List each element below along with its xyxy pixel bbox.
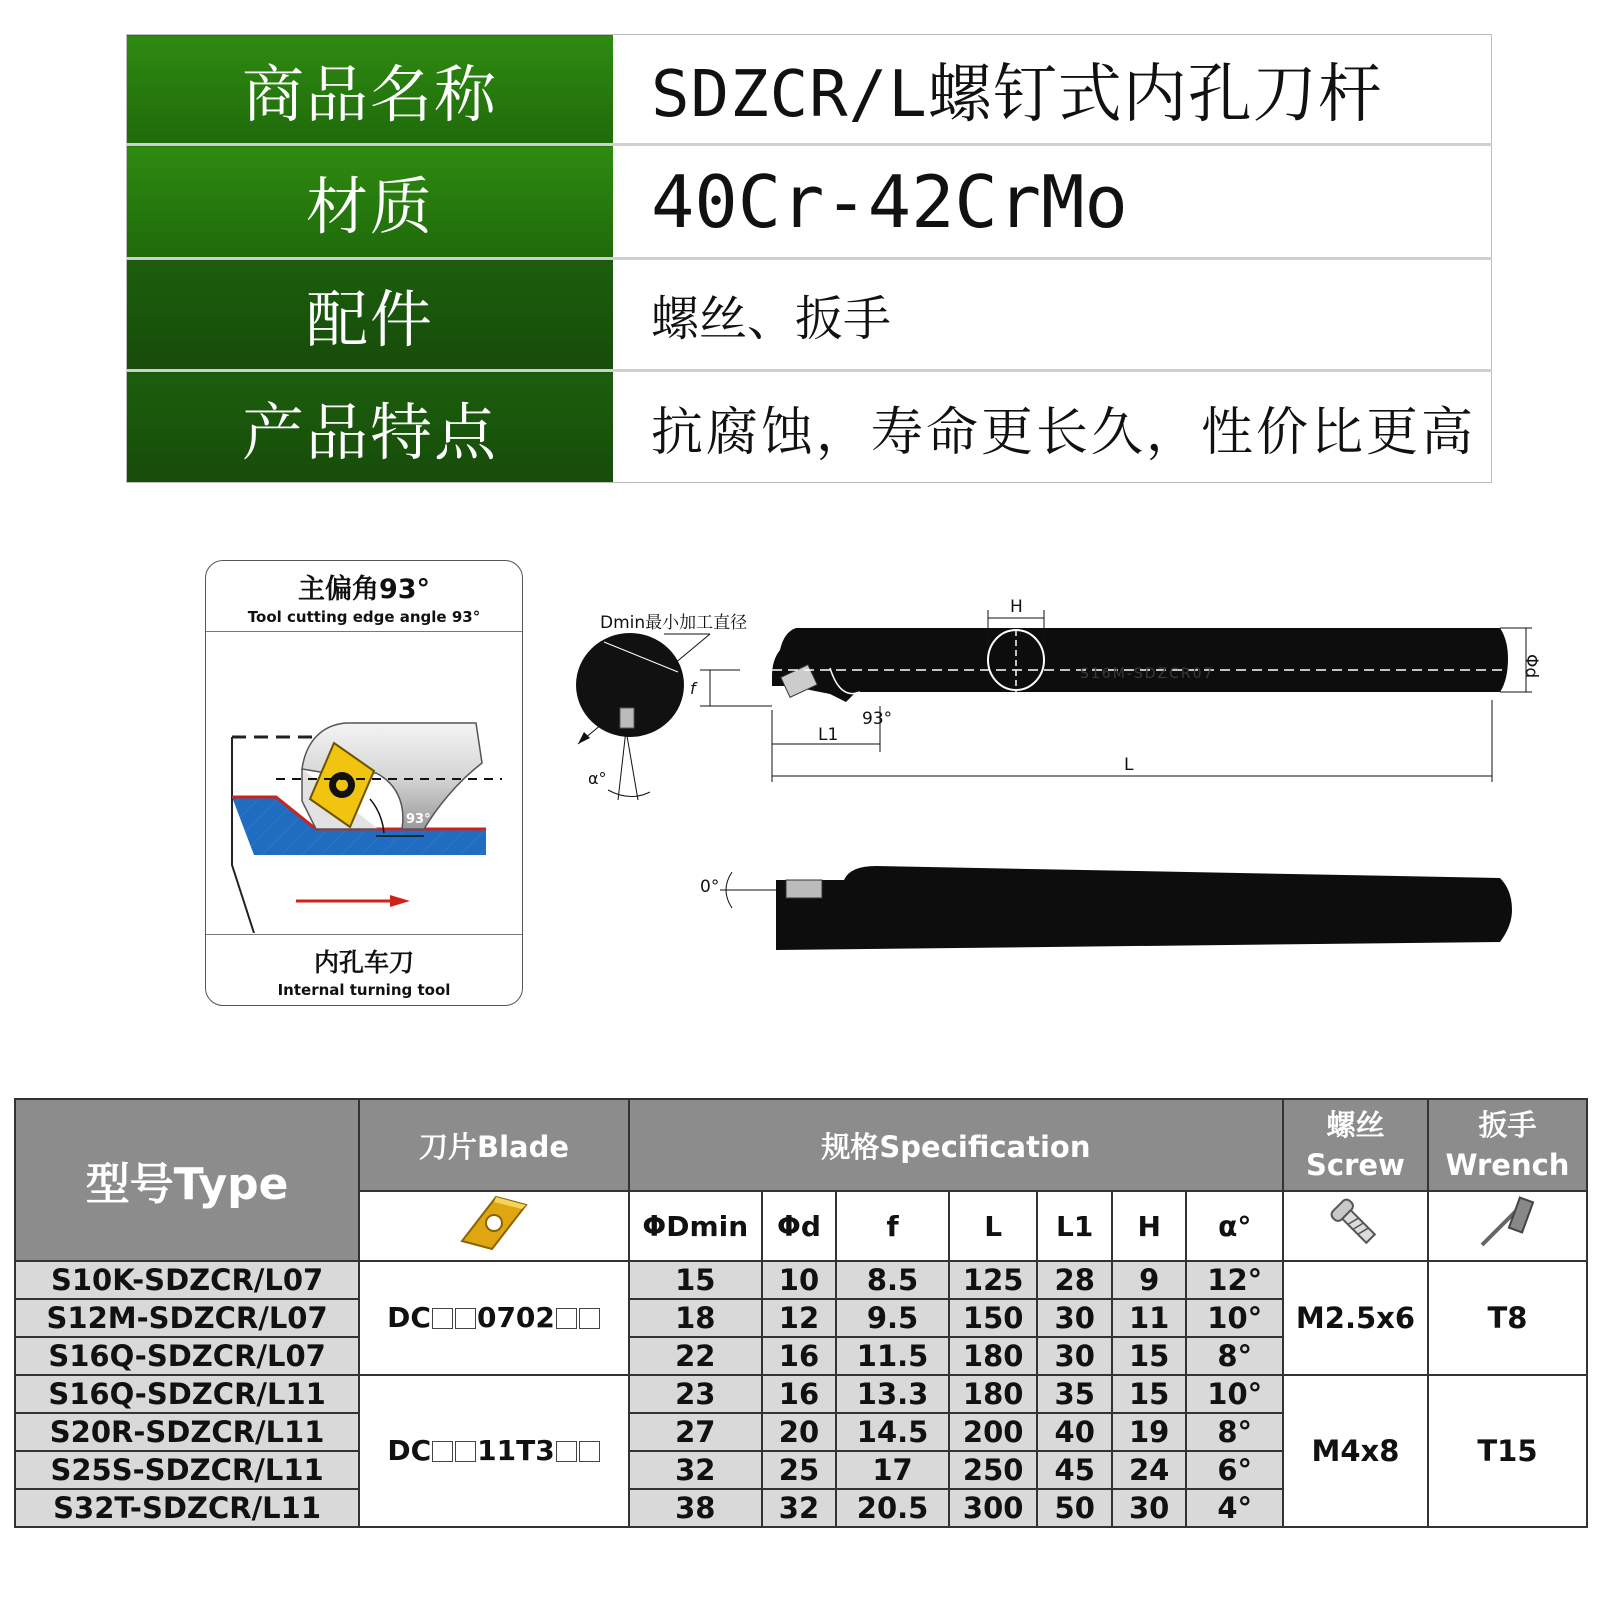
wrench-header-en: Wrench [1445,1148,1570,1182]
dmin-cell: 38 [629,1489,762,1527]
h-cell: 9 [1112,1261,1186,1299]
wrench-cell: T8 [1428,1261,1587,1375]
d-cell: 10 [762,1261,836,1299]
angle-card-footer [206,934,522,1005]
angle-card-footer-title: 内孔车刀 [313,948,414,977]
blade-cell [359,1375,629,1527]
dmin-cell: 18 [629,1299,762,1337]
info-row-material [127,145,1492,259]
h-cell: 19 [1112,1413,1186,1451]
d-cell: 16 [762,1375,836,1413]
phi-d-label: Φd [1521,654,1541,679]
l1-cell: 28 [1037,1261,1111,1299]
l-cell: 125 [949,1261,1038,1299]
l1-cell: 50 [1037,1489,1111,1527]
screw-cell: M4x8 [1283,1375,1428,1527]
spec-header-row [15,1099,1587,1191]
info-row-accessories [127,259,1492,371]
alpha-cell: 8° [1186,1413,1283,1451]
d-cell: 25 [762,1451,836,1489]
dmin-cell: 27 [629,1413,762,1451]
screw-header [1283,1099,1428,1191]
f-cell: 20.5 [836,1489,949,1527]
type-cell: S16Q-SDZCR/L11 [15,1375,359,1413]
wrench-header-cn: 扳手 [1478,1108,1537,1142]
l1-cell: 30 [1037,1299,1111,1337]
info-value-features: 抗腐蚀，寿命更长久，性价比更高 [651,402,1477,463]
col-h: H [1112,1191,1186,1261]
d-cell: 12 [762,1299,836,1337]
product-info-table [126,34,1492,483]
info-label-material: 材质 [127,145,614,259]
alpha-cell: 10° [1186,1299,1283,1337]
wrench-header [1428,1099,1587,1191]
h-cell: 15 [1112,1375,1186,1413]
l-cell: 300 [949,1489,1038,1527]
l1-cell: 45 [1037,1451,1111,1489]
blade-prefix: DC [387,1434,432,1467]
info-value-name: SDZCR/L螺钉式内孔刀杆 [613,35,1492,145]
dmin-label: Dmin最小加工直径 [600,613,748,633]
alpha-cell: 8° [1186,1337,1283,1375]
table-row [15,1375,1587,1413]
wrench-icon [1428,1191,1587,1261]
angle-card [205,560,523,1006]
type-header: 型号Type [15,1099,359,1261]
engraving-text: S16M-SDZCR07 [1080,666,1215,682]
angle-93-label: 93° [862,709,893,729]
col-dmin: ΦDmin [629,1191,762,1261]
info-label-accessories: 配件 [127,259,614,371]
l1-label: L1 [818,725,839,745]
l-cell: 150 [949,1299,1038,1337]
blade-header: 刀片Blade [359,1099,629,1191]
f-cell: 13.3 [836,1375,949,1413]
f-cell: 11.5 [836,1337,949,1375]
l1-cell: 40 [1037,1413,1111,1451]
col-l1: L1 [1037,1191,1111,1261]
col-d: Φd [762,1191,836,1261]
l-label: L [1124,755,1134,775]
dmin-cell: 15 [629,1261,762,1299]
h-cell: 11 [1112,1299,1186,1337]
specification-header: 规格Specification [629,1099,1283,1191]
screw-header-cn: 螺丝 [1326,1108,1385,1142]
h-label: H [1010,597,1023,617]
alpha-cell: 4° [1186,1489,1283,1527]
dmin-cell: 22 [629,1337,762,1375]
info-value-material: 40Cr-42CrMo [613,145,1492,259]
blade-code: 11T3 [477,1434,555,1467]
l-cell: 250 [949,1451,1038,1489]
type-cell: S10K-SDZCR/L07 [15,1261,359,1299]
h-cell: 24 [1112,1451,1186,1489]
dmin-cell: 32 [629,1451,762,1489]
info-row-name [127,35,1492,145]
type-cell: S32T-SDZCR/L11 [15,1489,359,1527]
angle-card-footer-subtitle: Internal turning tool [277,981,451,999]
type-cell: S25S-SDZCR/L11 [15,1451,359,1489]
f-label: f [690,679,696,698]
col-f: f [836,1191,949,1261]
l-cell: 180 [949,1337,1038,1375]
zero-angle-label: 0° [700,877,720,897]
info-value-accessories: 螺丝、扳手 [613,259,1492,371]
angle-card-title: 主偏角93° [297,574,431,605]
col-l: L [949,1191,1038,1261]
h-cell: 15 [1112,1337,1186,1375]
f-cell: 9.5 [836,1299,949,1337]
screw-cell: M2.5x6 [1283,1261,1428,1375]
dmin-cell: 23 [629,1375,762,1413]
screw-header-en: Screw [1306,1148,1405,1182]
angle-card-subtitle: Tool cutting edge angle 93° [247,608,481,626]
info-label-name: 商品名称 [127,35,614,145]
blade-code: 0702 [476,1301,555,1334]
tool-technical-drawing [560,580,1560,980]
blade-cell [359,1261,629,1375]
tool-bar-top-view [776,866,1512,950]
alpha-cell: 6° [1186,1451,1283,1489]
f-cell: 14.5 [836,1413,949,1451]
wrench-cell: T15 [1428,1375,1587,1527]
l1-cell: 30 [1037,1337,1111,1375]
angle-illustration-label: 93° [406,812,431,827]
l-cell: 200 [949,1413,1038,1451]
screw-icon [1283,1191,1428,1261]
blade-icon [359,1191,629,1261]
type-cell: S12M-SDZCR/L07 [15,1299,359,1337]
h-cell: 30 [1112,1489,1186,1527]
d-cell: 20 [762,1413,836,1451]
info-row-features [127,371,1492,483]
d-cell: 16 [762,1337,836,1375]
info-label-features: 产品特点 [127,371,614,483]
alpha-cell: 10° [1186,1375,1283,1413]
alpha-label: α° [588,769,607,788]
col-alpha: α° [1186,1191,1283,1261]
spec-table [14,1098,1588,1528]
alpha-cell: 12° [1186,1261,1283,1299]
type-cell: S20R-SDZCR/L11 [15,1413,359,1451]
type-cell: S16Q-SDZCR/L07 [15,1337,359,1375]
f-cell: 17 [836,1451,949,1489]
l1-cell: 35 [1037,1375,1111,1413]
d-cell: 32 [762,1489,836,1527]
blade-prefix: DC [387,1301,431,1334]
angle-illustration [206,633,523,933]
f-cell: 8.5 [836,1261,949,1299]
tool-bar-side-view [772,628,1508,702]
angle-card-header [206,561,522,632]
table-row [15,1261,1587,1299]
l-cell: 180 [949,1375,1038,1413]
